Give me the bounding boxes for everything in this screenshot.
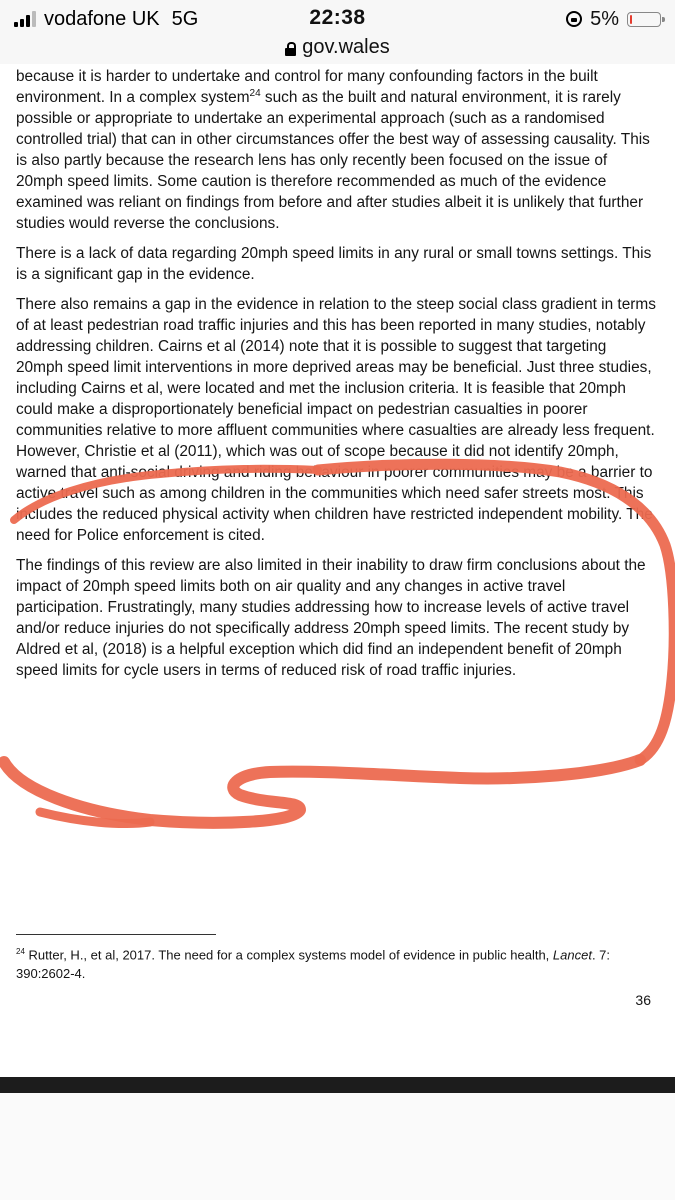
- address-bar[interactable]: [0, 36, 675, 59]
- carrier-name: vodafone UK: [44, 7, 160, 30]
- bottom-toolbar-edge: [0, 1077, 675, 1093]
- paragraph-rural-gap: There is a lack of data regarding 20mph speed limits in any rural or small towns settings. This is a significant gap in the evidence.: [16, 245, 652, 283]
- battery-percent: 5%: [590, 7, 619, 30]
- page-bottom-area: [0, 1093, 675, 1200]
- paragraph-text: such as the built and natural environment, it is rarely possible or appropriate to undertake an experimental approach (such as a randomised controlled trial) that can in other circumstances offer the best way of assessing causality. This is also partly because the research lens has only recently been focused on the issue of 20mph speed limits. Some caution is therefore recommended as much of the evidence examined was reliant on findings from before and after studies albeit it is unlikely that further studies would reverse the conclusions.: [16, 89, 650, 232]
- annotation-stroke-tail: [40, 812, 150, 824]
- status-bar: [0, 0, 675, 64]
- battery-icon: [627, 12, 661, 27]
- status-right: [566, 6, 661, 32]
- clock: 22:38: [309, 6, 366, 29]
- footnote-reference[interactable]: 24: [249, 87, 261, 99]
- footnote-journal: Lancet: [552, 947, 592, 963]
- footnote-divider: [16, 934, 216, 935]
- page-number: 36: [635, 992, 651, 1008]
- annotation-stroke-bottom: [4, 760, 640, 823]
- rotation-lock-icon: [566, 11, 582, 27]
- network-type: 5G: [171, 7, 199, 30]
- battery-level-fill: [630, 15, 632, 24]
- lock-icon: [285, 42, 296, 56]
- url-text: gov.wales: [302, 36, 390, 58]
- footnote-marker: 24: [16, 947, 25, 956]
- footnote-text: Rutter, H., et al, 2017. The need for a complex systems model of evidence in public health,: [24, 947, 553, 963]
- paragraph-causality: [16, 66, 656, 234]
- paragraph-text: because it is harder to undertake and control for many confounding factors in the built environment. In a complex system: [16, 68, 598, 106]
- footnote-citation: . 7: 390:2602-4.: [16, 947, 611, 982]
- paragraph-social-class: There also remains a gap in the evidence in relation to the steep social class gradient in terms of at least pedestrian road traffic injuries and this has been reported in many studies, notably addressing children. Cairns et al (2014) note that it is possible to suggest that targeting 20mph speed limit interventions in more deprived areas may be beneficial. Just three studies, including Cairns et al, were located and met the inclusion criteria. It is feasible that 20mph could make a disproportionately beneficial impact on pedestrian casualties in poorer communities relative to more affluent communities where casualties are already less frequent. However, Christie et al (2011), which was out of scope because it did not identify 20mph, warned that anti-social driving and riding behaviour in poorer communities may be a barrier to active travel such as among children in the communities which need safer streets most. This includes the reduced physical activity when children have restricted independent mobility. The need for Police enforcement is cited.: [16, 296, 656, 544]
- paragraph-findings-limits: The findings of this review are also limited in their inability to draw firm conclusions about the impact of 20mph speed limits both on air quality and any changes in active travel participation. Frustratingly, many studies addressing how to increase levels of active travel and/or reduce injuries do not specifically address 20mph speed limits. The recent study by Aldred et al, (2018) is a helpful exception which did find an independent benefit of 20mph speed limits for cycle users in terms of reduced risk of road traffic injuries.: [16, 557, 646, 679]
- document-body: [16, 66, 656, 690]
- footnote: [16, 942, 656, 983]
